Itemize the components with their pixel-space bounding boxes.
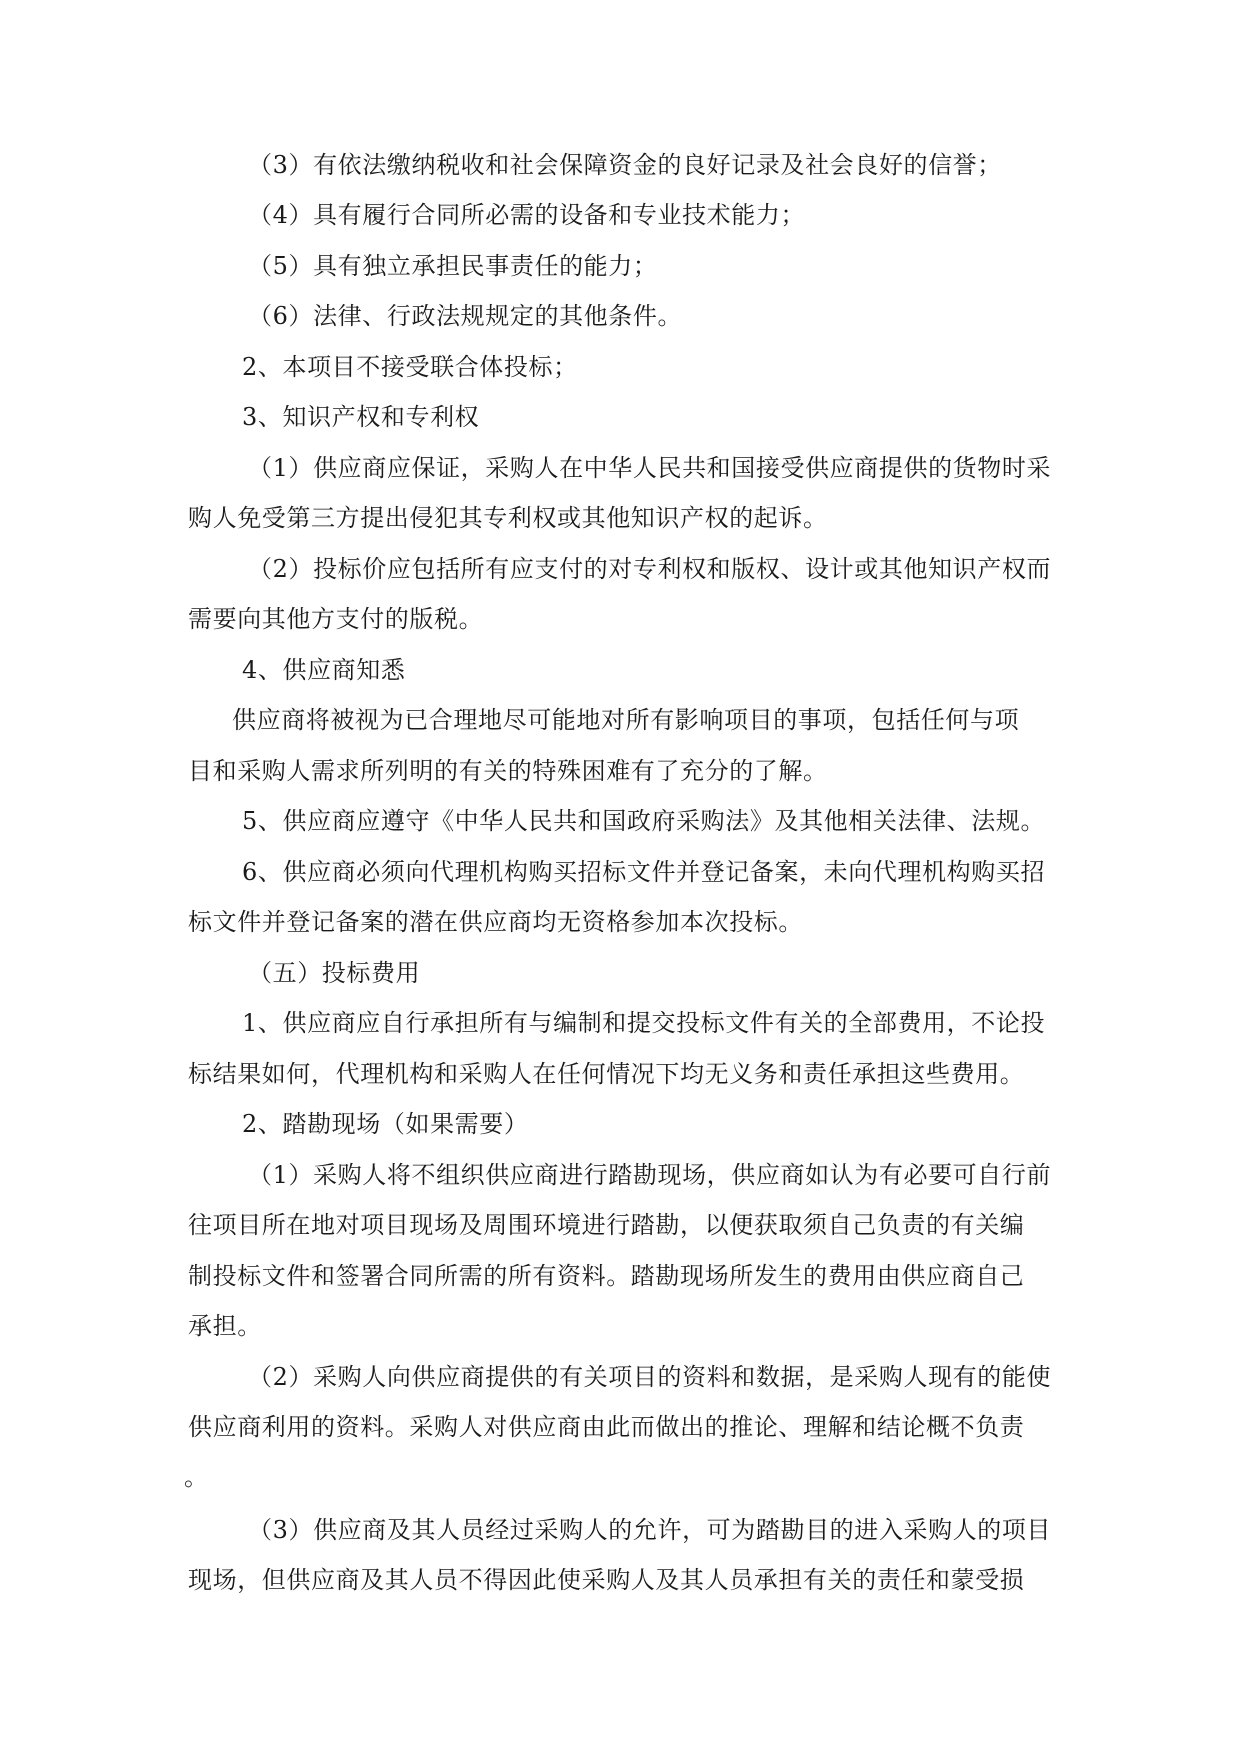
paragraph-line: 3、知识产权和专利权: [242, 403, 480, 431]
paragraph-line: 目和采购人需求所列明的有关的特殊困难有了充分的了解。: [188, 757, 828, 785]
section-heading: （五）投标费用: [248, 959, 421, 987]
paragraph-line: 现场，但供应商及其人员不得因此使采购人及其人员承担有关的责任和蒙受损: [188, 1566, 1025, 1594]
paragraph-line: （2）投标价应包括所有应支付的对专利权和版权、设计或其他知识产权而: [248, 555, 1052, 583]
paragraph-line: 往项目所在地对项目现场及周围环境进行踏勘，以便获取须自己负责的有关编: [188, 1211, 1025, 1239]
paragraph-line: 。: [184, 1463, 209, 1491]
paragraph-line: 5、供应商应遵守《中华人民共和国政府采购法》及其他相关法律、法规。: [242, 807, 1046, 835]
paragraph-line: （2）采购人向供应商提供的有关项目的资料和数据，是采购人现有的能使: [248, 1363, 1052, 1391]
paragraph-line: （1）采购人将不组织供应商进行踏勘现场，供应商如认为有必要可自行前: [248, 1161, 1052, 1189]
paragraph-line: （6）法律、行政法规规定的其他条件。: [248, 302, 683, 330]
paragraph-line: 2、踏勘现场（如果需要）: [242, 1110, 529, 1138]
paragraph-line: 4、供应商知悉: [242, 656, 406, 684]
paragraph-line: 供应商将被视为已合理地尽可能地对所有影响项目的事项，包括任何与项: [232, 706, 1020, 734]
paragraph-line: （3）有依法缴纳税收和社会保障资金的良好记录及社会良好的信誉；: [248, 151, 1002, 179]
paragraph-line: （4）具有履行合同所必需的设备和专业技术能力；: [248, 201, 806, 229]
paragraph-line: 1、供应商应自行承担所有与编制和提交投标文件有关的全部费用，不论投: [242, 1009, 1046, 1037]
paragraph-line: 承担。: [188, 1312, 262, 1340]
paragraph-line: （3）供应商及其人员经过采购人的允许，可为踏勘目的进入采购人的项目: [248, 1516, 1052, 1544]
paragraph-line: 6、供应商必须向代理机构购买招标文件并登记备案，未向代理机构购买招: [242, 858, 1046, 886]
paragraph-line: 标文件并登记备案的潜在供应商均无资格参加本次投标。: [188, 908, 803, 936]
paragraph-line: 标结果如何，代理机构和采购人在任何情况下均无义务和责任承担这些费用。: [188, 1060, 1025, 1088]
paragraph-line: 供应商利用的资料。采购人对供应商由此而做出的推论、理解和结论概不负责: [188, 1413, 1025, 1441]
paragraph-line: 购人免受第三方提出侵犯其专利权或其他知识产权的起诉。: [188, 504, 828, 532]
paragraph-line: 制投标文件和签署合同所需的所有资料。踏勘现场所发生的费用由供应商自己: [188, 1262, 1025, 1290]
paragraph-line: （1）供应商应保证，采购人在中华人民共和国接受供应商提供的货物时采: [248, 454, 1052, 482]
paragraph-line: 2、本项目不接受联合体投标；: [242, 353, 578, 381]
paragraph-line: （5）具有独立承担民事责任的能力；: [248, 252, 658, 280]
paragraph-line: 需要向其他方支付的版税。: [188, 605, 484, 633]
